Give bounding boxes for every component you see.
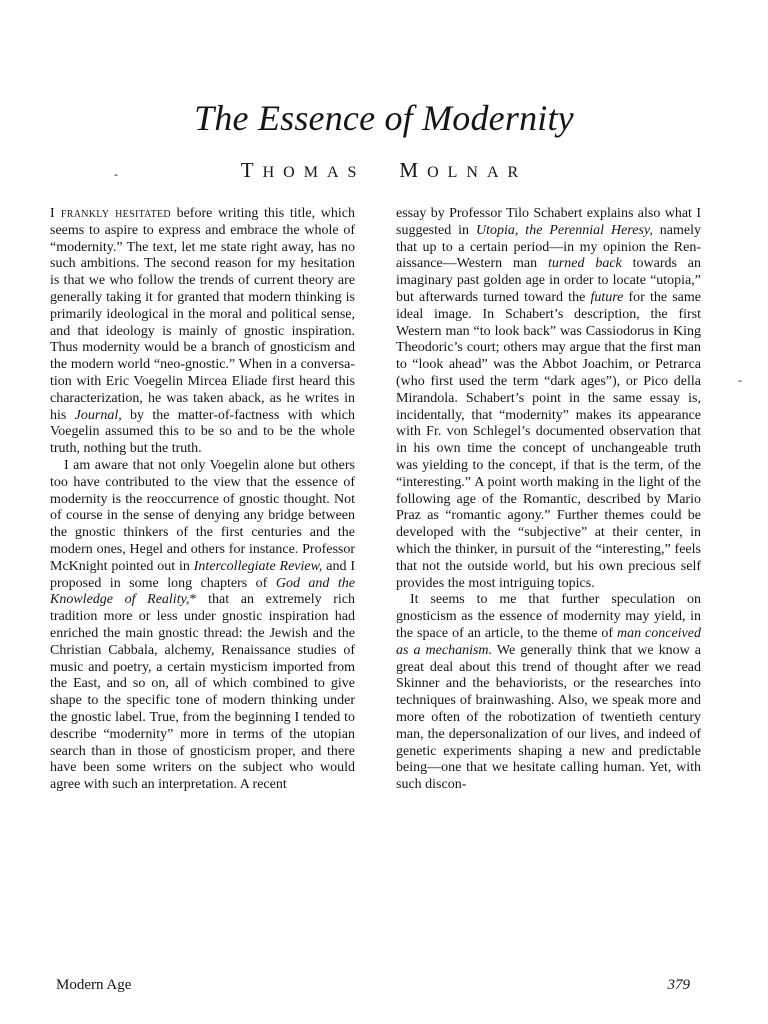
italic-intercollegiate-review: Intercollegiate Review, bbox=[193, 558, 323, 574]
text-run: towards an imaginary past golden age in order to locate “utopia,” but afterwards turned toward the bbox=[396, 256, 702, 305]
right-dash-mark: - bbox=[738, 373, 742, 387]
left-paragraph-2 bbox=[50, 458, 355, 794]
author-last-rest: OLNAR bbox=[427, 164, 528, 181]
italic-turned-back: turned back bbox=[547, 256, 622, 272]
italic-mechanism: man conceived as a mechanism. bbox=[396, 625, 701, 658]
author-first-initial: T bbox=[240, 158, 263, 182]
author-first-rest: HOMAS bbox=[262, 164, 366, 181]
text-run: It seems to me that further speculation on gnosticism as the essence of modernity may yield, in the space of an article, to the theme of bbox=[396, 592, 701, 641]
italic-future: future bbox=[590, 289, 624, 305]
right-paragraph-2 bbox=[396, 592, 701, 794]
text-run: I am aware that not only Voegelin alone but others too have contributed to the view that the essence of modernity is the reoccurrence of gnostic thought. Not of course in the sense of denying any bridge between the gnostic thinkers of the first centuries and the modern ones, Hegel and others for instance. Professor McKnight pointed out in bbox=[50, 457, 355, 574]
text-run: before writing this title, which seems to aspire to express and embrace the whole of “modernity.” The text, let me state right away, has no such ambitions. The second reason for my hesitation is that we who follow the trends of current theory are generally taking it for granted that modern thinking is primarily ideological in the moral and political sense, and that ideology is mainly of gnostic inspiration. Thus modernity would be a branch of gnosticism and the modern world “neo-gnostic.” When in a conversation with Eric Voegelin Mircea Eliade first heard this characterization, he was taken aback, as he writes in his bbox=[50, 206, 355, 423]
left-dash-mark: - bbox=[114, 167, 118, 181]
article-title: The Essence of Modernity bbox=[194, 98, 574, 138]
text-run: We generally think that we know a great deal about this trend of thought after we read Skinner and the behaviorists, or the researches into techniques of brainwashing. Also, we speak more and more often of the robotization of twentieth century man, the depersonalization of our lives, and indeed of genetic experiments shaping a new and predictable being—one that we hesitate calling human. Yet, with such discon- bbox=[396, 642, 701, 793]
footer-journal-name: Modern Age bbox=[56, 977, 132, 993]
right-paragraph-1 bbox=[396, 206, 701, 592]
left-column bbox=[50, 206, 355, 794]
right-column bbox=[396, 206, 701, 794]
text-run: and I proposed in some long chapters of bbox=[50, 558, 355, 591]
text-run: * that an extremely rich tradition more or less under gnostic inspiration had enriched the main gnostic thread: the Jewish and the Christian Cabbala, alchemy, Renaissance studies of music and poetry, a certain mysticism imported from the East, and so on, all of which combined to give shape to the specific tone of modern thinking under the gnostic label. True, from the beginning I tended to describe “modernity” more in terms of the utopian search than in those of gnosticism proper, and there have been some writers on the subject who would agree with such an interpretation. A recent bbox=[50, 592, 355, 793]
italic-journal: Journal, bbox=[74, 407, 122, 423]
text-run: namely that up to a certain period—in my opinion the Renaissance—Western man bbox=[396, 222, 701, 272]
italic-utopia-title: Utopia, the Perennial Heresy, bbox=[475, 222, 653, 238]
text-run: essay by Professor Tilo Schabert explains also what I suggested in bbox=[396, 206, 701, 238]
left-paragraph-1 bbox=[50, 206, 355, 458]
footer-page-number: 379 bbox=[667, 977, 690, 993]
text-run: for the same ideal image. In Schabert’s description, the first Western man “to look back” was Cassiodorus in King Theodoric’s court; others may argue that the first man to “look ahead” was the Abbot Joachim, or Petrarca (who first used the term “dark ages”), or Pico della Mirandola. Schabert’s point in the same essay is, incidentally, that “modernity” makes its appearance with Fr. von Schlegel’s documented observation that in his own time the concept of unchangeable truth was yielding to the concept, if that is the term, of the “interesting.” A point worth making in the light of the following age of the Romantic, described by Mario Praz as “romantic agony.” Further themes could be developed with the “subjective” at their center, in which the thinker, in pursuit of the “interesting,” feels that not the outside world, but his own precious self provides the most intriguing topics. bbox=[396, 289, 701, 591]
italic-book-title: God and the Knowledge of Reality, bbox=[50, 575, 355, 608]
lead-in-small-caps: I frankly hesitated bbox=[50, 206, 171, 221]
text-run: by the matter-of-factness with which Voegelin assumed this to be so and to be the whole truth, nothing but the truth. bbox=[50, 407, 356, 457]
author-last-initial: M bbox=[399, 158, 428, 182]
